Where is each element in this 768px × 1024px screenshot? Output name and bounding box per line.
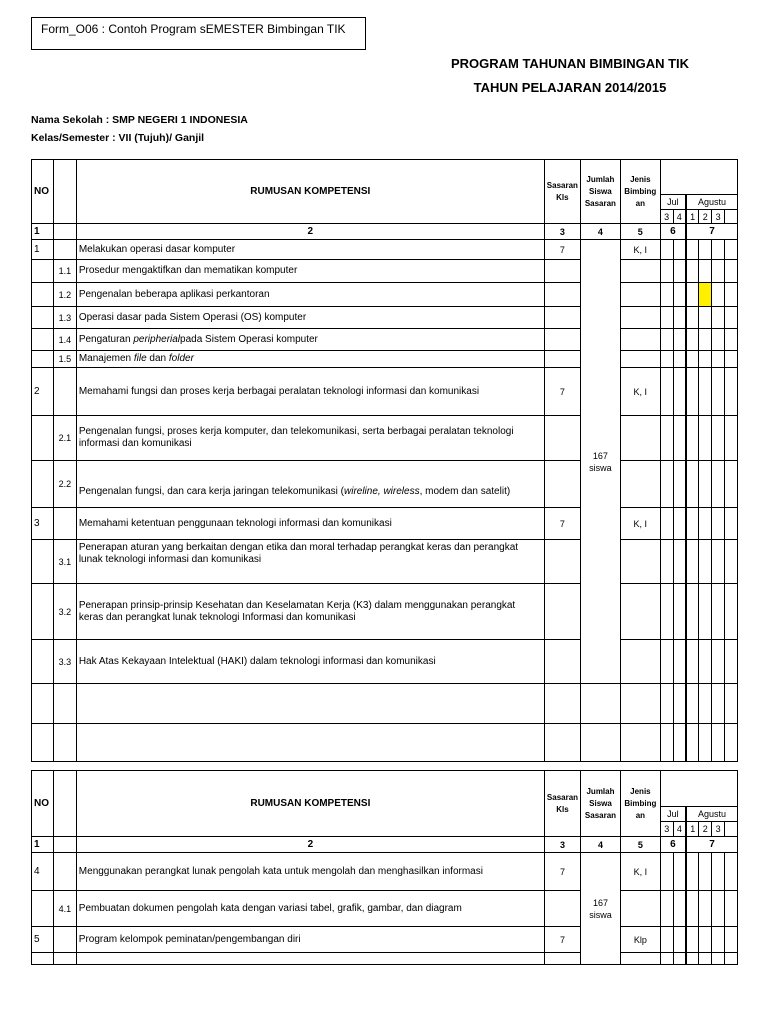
table-row bbox=[32, 724, 738, 762]
month-agustus: Agustu bbox=[686, 195, 738, 210]
header-no: NO bbox=[32, 771, 54, 837]
table-row: 3.3 Hak Atas Kekayaan Intelektual (HAKI) dalam teknologi informasi dan komunikasi bbox=[32, 640, 738, 684]
col-number: 2 bbox=[76, 837, 544, 853]
table-row: 3.2 Penerapan prinsip-prinsip Kesehatan dan Keselamatan Kerja (K3) dalam menggunakan perangkat keras dan perangkat lunak teknologi Informasi dan komunikasi bbox=[32, 584, 738, 640]
competency-table-2 bbox=[31, 770, 738, 965]
competency-table-1 bbox=[31, 159, 738, 762]
table-row: 1.5 Manajemen file dan folder bbox=[32, 351, 738, 368]
header-jenis: Jenis Bimbing an bbox=[620, 771, 660, 837]
col-number: 6 bbox=[660, 837, 686, 853]
week-cell: 3 bbox=[712, 210, 725, 224]
table-row: 1.1 Prosedur mengaktifkan dan mematikan komputer bbox=[32, 260, 738, 283]
table-row: 1.3 Operasi dasar pada Sistem Operasi (OS) komputer bbox=[32, 307, 738, 329]
header-sasaran: Sasaran Kls bbox=[544, 771, 580, 837]
table-row: 4.1 Pembuatan dokumen pengolah kata dengan variasi tabel, grafik, gambar, dan diagram bbox=[32, 891, 738, 927]
header-rumusan: RUMUSAN KOMPETENSI bbox=[76, 160, 544, 224]
week-cell: 1 bbox=[686, 210, 699, 224]
document-subtitle: TAHUN PELAJARAN 2014/2015 bbox=[473, 80, 667, 95]
table-row: 2.1 Pengenalan fungsi, proses kerja komputer, dan telekomunikasi, serta berbagai peralatan teknologi informasi dan komunikasi bbox=[32, 416, 738, 461]
header-jenis: Jenis Bimbing an bbox=[620, 160, 660, 224]
week-cell: 4 bbox=[673, 210, 686, 224]
header-rumusan: RUMUSAN KOMPETENSI bbox=[76, 771, 544, 837]
school-name: Nama Sekolah : SMP NEGERI 1 INDONESIA bbox=[31, 114, 248, 126]
week-cell: 1 bbox=[686, 822, 699, 837]
table-row: 1.2 Pengenalan beberapa aplikasi perkantoran bbox=[32, 283, 738, 307]
document-title: PROGRAM TAHUNAN BIMBINGAN TIK bbox=[450, 56, 690, 71]
table-row: 3 Memahami ketentuan penggunaan teknologi informasi dan komunikasi 7 K, I bbox=[32, 508, 738, 540]
table-row: 3.1 Penerapan aturan yang berkaitan dengan etika dan moral terhadap perangkat keras dan perangkat lunak teknologi informasi dan komunikasi bbox=[32, 540, 738, 584]
col-number: 7 bbox=[686, 837, 737, 853]
col-number: 4 bbox=[580, 224, 620, 240]
table-row bbox=[32, 953, 738, 965]
week-cell: 3 bbox=[660, 210, 673, 224]
table-row bbox=[32, 684, 738, 724]
week-cell: 2 bbox=[699, 822, 712, 837]
col-number: 3 bbox=[544, 224, 580, 240]
class-semester: Kelas/Semester : VII (Tujuh)/ Ganjil bbox=[31, 132, 205, 144]
table-row: 2 Memahami fungsi dan proses kerja berbagai peralatan teknologi informasi dan komunikasi 7 K, I bbox=[32, 368, 738, 416]
col-number: 5 bbox=[620, 837, 660, 853]
month-agustus: Agustu bbox=[686, 807, 737, 822]
col-number: 4 bbox=[581, 837, 621, 853]
jumlah-siswa-cell: 167 siswa bbox=[581, 853, 621, 965]
col-number: 3 bbox=[544, 837, 580, 853]
header-jumlah: Jumlah Siswa Sasaran bbox=[580, 160, 620, 224]
highlighted-week-cell bbox=[699, 283, 712, 307]
form-label: Form_O06 : Contoh Program sEMESTER Bimbingan TIK bbox=[31, 17, 366, 50]
col-number: 1 bbox=[32, 837, 54, 853]
week-cell: 3 bbox=[712, 822, 725, 837]
table-row: 5 Program kelompok peminatan/pengembangan diri 7 Klp bbox=[32, 927, 738, 953]
month-jul: Jul bbox=[660, 195, 686, 210]
header-jumlah: Jumlah Siswa Sasaran bbox=[581, 771, 621, 837]
header-no: NO bbox=[32, 160, 54, 224]
col-number: 2 bbox=[76, 224, 544, 240]
header-sasaran: Sasaran Kls bbox=[544, 160, 580, 224]
col-number: 6 bbox=[660, 224, 686, 240]
table-row: 1.4 Pengaturan peripherialpada Sistem Operasi komputer bbox=[32, 329, 738, 351]
table-row: 2.2 Pengenalan fungsi, dan cara kerja jaringan telekomunikasi (wireline, wireless, modem dan satelit) bbox=[32, 461, 738, 508]
col-number: 1 bbox=[32, 224, 54, 240]
week-cell: 3 bbox=[660, 822, 673, 837]
col-number: 5 bbox=[620, 224, 660, 240]
week-cell: 2 bbox=[699, 210, 712, 224]
jumlah-siswa-cell: 167 siswa bbox=[580, 240, 620, 684]
month-jul: Jul bbox=[660, 807, 686, 822]
col-number: 7 bbox=[686, 224, 738, 240]
table-row: 1 Melakukan operasi dasar komputer 7 167 siswa K, I bbox=[32, 240, 738, 260]
table-row: 4 Menggunakan perangkat lunak pengolah kata untuk mengolah dan menghasilkan informasi 7 167 siswa K, I bbox=[32, 853, 738, 891]
week-cell: 4 bbox=[673, 822, 686, 837]
